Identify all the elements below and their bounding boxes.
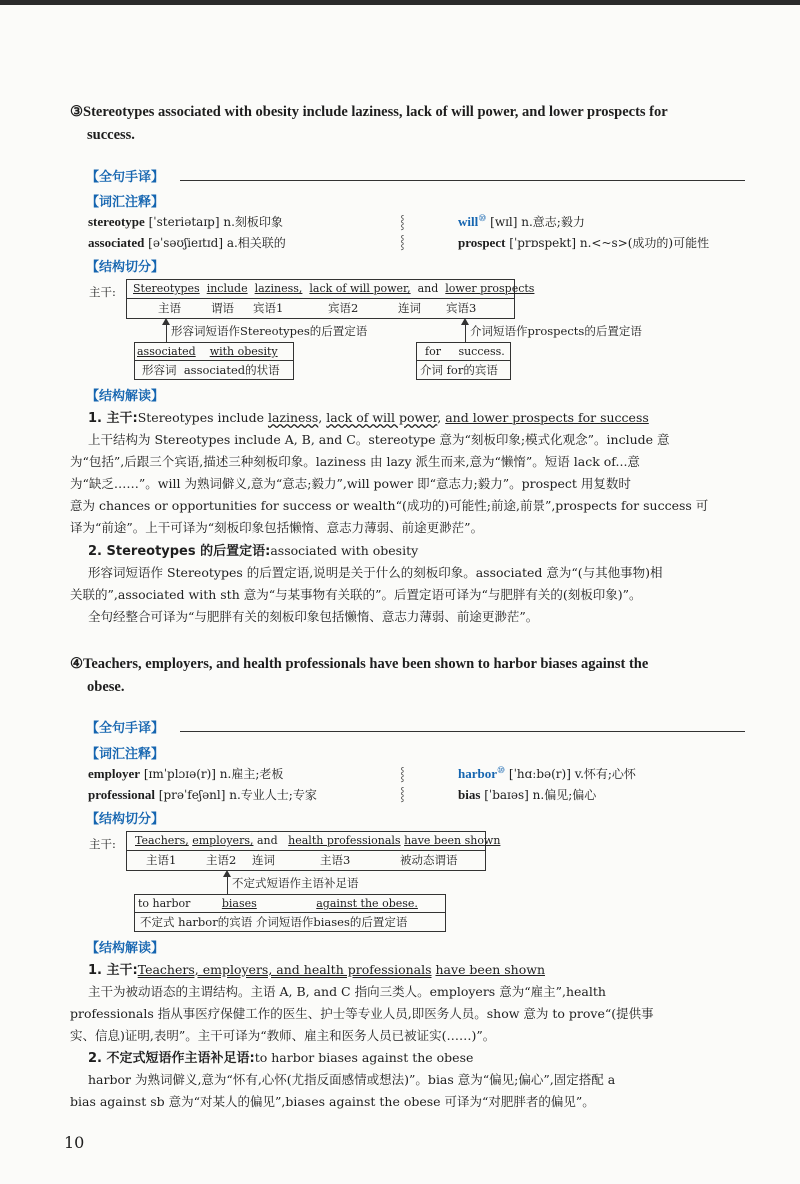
arrow-up-icon <box>461 318 469 325</box>
analysis-1-line: 主干为被动语态的主谓结构。主语 A, B, and C 指向三类人。employers 意为“雇主”,health <box>88 984 606 999</box>
page-number: 10 <box>64 1133 85 1152</box>
analysis-1-line: 上干结构为 Stereotypes include A, B, and C。stereotype 意为“刻板印象;模式化观念”。include 意 <box>88 432 670 447</box>
vocab-harbor: harbor⑩ [ˈhɑːbə(r)] v.怀有;心怀 <box>458 766 636 781</box>
role-conj: 连词 <box>252 853 275 867</box>
analysis-1-title: 1. 主干:Teachers, employers, and health professionals have been shown <box>88 962 545 978</box>
full-translation-heading: 【全句手译】 <box>86 721 165 736</box>
sentence-3: ③Stereotypes associated with obesity include laziness, lack of will power, and lower prospects for <box>70 104 668 120</box>
vocab-heading: 【词汇注释】 <box>86 195 165 210</box>
analysis-2-line: harbor 为熟词僻义,意为“怀有,心怀(尤指反面感情或想法)”。bias 意为“偏见;偏心”,固定搭配 a <box>88 1072 616 1087</box>
role-subject2: 主语2 <box>206 853 237 867</box>
vocab-prospect: prospect [ˈprɒspekt] n.<~s>(成功的)可能性 <box>458 235 710 250</box>
translation-blank-line <box>180 180 745 181</box>
divider-curl: ⸾ <box>400 235 405 250</box>
arrow-up-icon <box>162 318 170 325</box>
note-left: 形容词短语作Stereotypes的后置定语 <box>171 324 368 338</box>
analysis-1-line: 为“包括”,后跟三个宾语,描述三种刻板印象。laziness 由 lazy 派生而来,意为“懒惰”。短语 lack of...意 <box>70 454 640 469</box>
analysis-2-line: bias against sb 意为“对某人的偏见”,biases against the obese 可译为“对肥胖者的偏见”。 <box>70 1094 595 1109</box>
top-border <box>0 0 800 5</box>
divider-curl: ⸾ <box>400 215 405 230</box>
sentence-4-cont: obese. <box>87 679 125 695</box>
analysis-1-title: 1. 主干:Stereotypes include laziness, lack of will power, and lower prospects for success <box>88 410 649 426</box>
role-object3: 宾语3 <box>446 301 477 315</box>
structure-heading: 【结构切分】 <box>86 812 165 827</box>
vocab-bias: bias [ˈbaɪəs] n.偏见;偏心 <box>458 787 597 802</box>
analysis-heading: 【结构解读】 <box>86 389 165 404</box>
role-conj: 连词 <box>398 301 421 315</box>
analysis-2-line: 全句经整合可译为“与肥胖有关的刻板印象包括懒惰、意志力薄弱、前途更渺茫”。 <box>88 609 539 624</box>
analysis-1-line: 为“缺乏……”。will 为熟词僻义,意为“意志;毅力”,will power 即“意志力;毅力”。prospect 用复数时 <box>70 476 631 491</box>
analysis-1-line: 译为“前途”。上干可译为“刻板印象包括懒惰、意志力薄弱、前途更渺茫”。 <box>70 520 484 535</box>
main-words-row: Stereotypes include laziness, lack of will power, and lower prospects <box>133 282 535 295</box>
structure-heading: 【结构切分】 <box>86 260 165 275</box>
vocab-stereotype: stereotype [ˈsteriətaɪp] n.刻板印象 <box>88 214 283 229</box>
translation-blank-line <box>180 731 745 732</box>
analysis-2-title: 2. 不定式短语作主语补足语:to harbor biases against the obese <box>88 1050 474 1066</box>
role-subject3: 主语3 <box>320 853 351 867</box>
divider-curl: ⸾ <box>400 787 405 802</box>
vocab-heading: 【词汇注释】 <box>86 747 165 762</box>
vocab-associated: associated [əˈsəʊʃieɪtɪd] a.相关联的 <box>88 235 286 250</box>
sentence-3-cont: success. <box>87 127 135 143</box>
arrow-up-icon <box>223 870 231 877</box>
full-translation-heading: 【全句手译】 <box>86 170 165 185</box>
role-passive-predicate: 被动态谓语 <box>400 853 458 867</box>
vocab-employer: employer [ɪmˈplɔɪə(r)] n.雇主;老板 <box>88 766 284 781</box>
vocab-professional: professional [prəˈfeʃənl] n.专业人士;专家 <box>88 787 317 802</box>
analysis-heading: 【结构解读】 <box>86 941 165 956</box>
main-label: 主干: <box>89 837 116 851</box>
role-object2: 宾语2 <box>328 301 359 315</box>
analysis-2-title: 2. Stereotypes 的后置定语:associated with obesity <box>88 543 419 559</box>
divider-curl: ⸾ <box>400 767 405 782</box>
analysis-2-line: 关联的”,associated with sth 意为“与某事物有关联的”。后置定语可译为“与肥胖有关的(刻板印象)”。 <box>70 587 642 602</box>
role-object1: 宾语1 <box>253 301 284 315</box>
analysis-1-line: 意为 chances or opportunities for success or wealth“(成功的)可能性;前途,前景”,prospects for success 可 <box>70 498 709 513</box>
note-complement: 不定式短语作主语补足语 <box>232 876 359 890</box>
analysis-1-line: professionals 指从事医疗保健工作的医生、护士等专业人员,即医务人员。show 意为 to prove“(提供事 <box>70 1006 654 1021</box>
analysis-2-line: 形容词短语作 Stereotypes 的后置定语,说明是关于什么的刻板印象。associated 意为“(与其他事物)相 <box>88 565 663 580</box>
role-subject: 主语 <box>158 301 181 315</box>
role-predicate: 谓语 <box>211 301 234 315</box>
main-label: 主干: <box>89 285 116 299</box>
analysis-1-line: 实、信息)证明,表明”。主干可译为“教师、雇主和医务人员已被证实(……)”。 <box>70 1028 496 1043</box>
note-right: 介词短语作prospects的后置定语 <box>470 324 642 338</box>
sentence-4: ④Teachers, employers, and health professionals have been shown to harbor biases against the <box>70 656 649 672</box>
vocab-will: will⑩ [wɪl] n.意志;毅力 <box>458 214 585 229</box>
role-subject1: 主语1 <box>146 853 177 867</box>
